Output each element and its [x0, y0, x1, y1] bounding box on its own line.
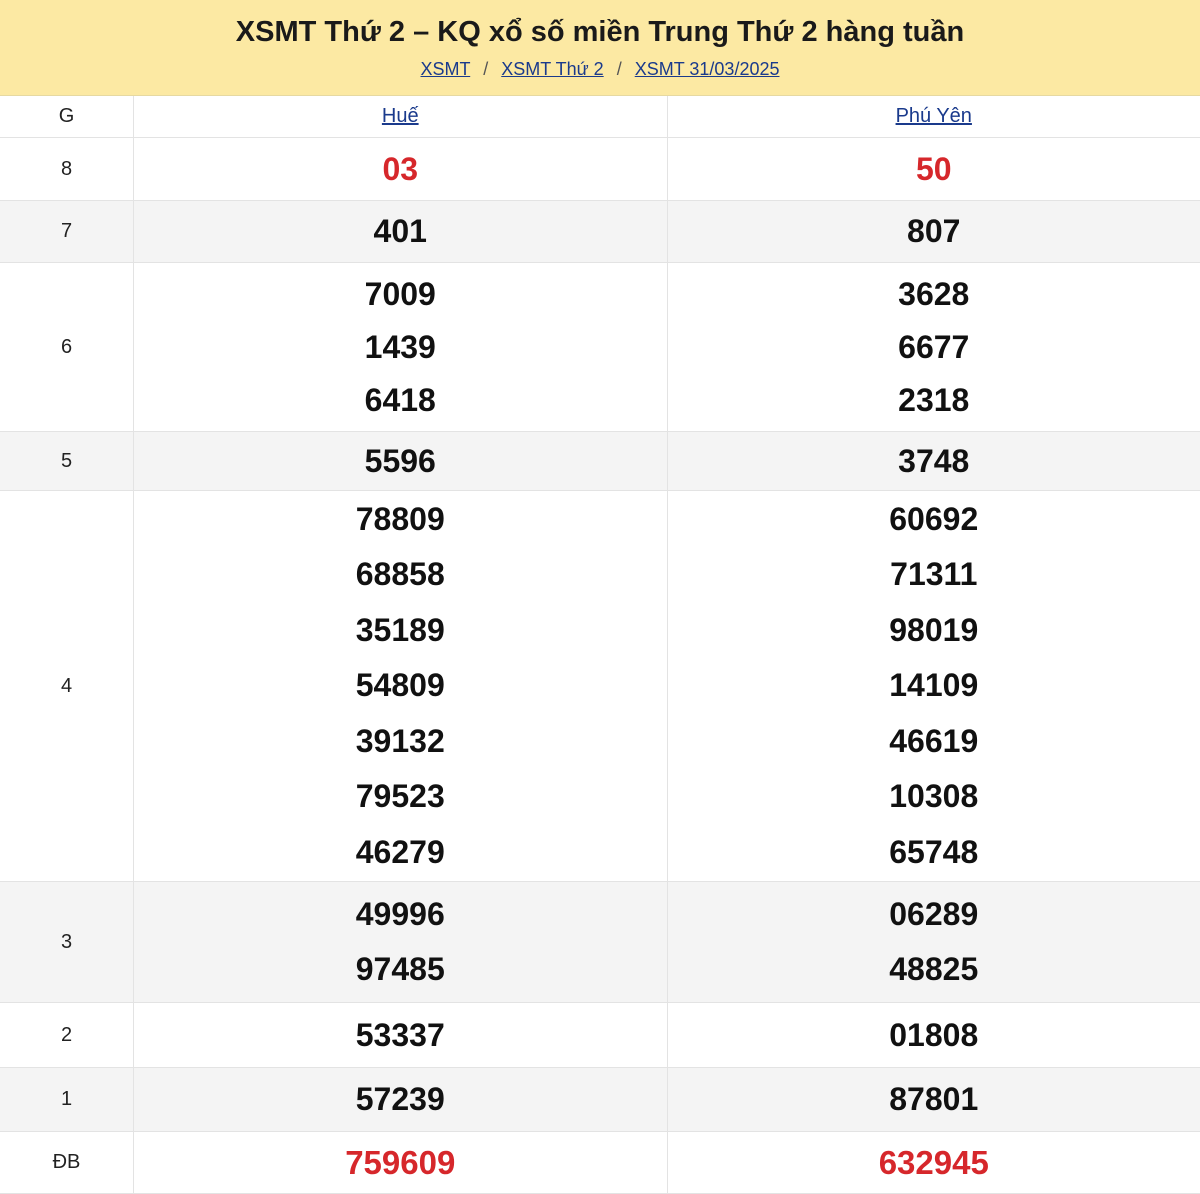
- result-number: 632945: [879, 1136, 989, 1189]
- result-cell-phu-yen: [668, 882, 1200, 1002]
- province-header-phu-yen: [668, 96, 1200, 137]
- result-number: 1439: [365, 321, 436, 374]
- result-cell-hue: [134, 432, 668, 490]
- result-cell-hue: [134, 138, 668, 200]
- prize-label: 7: [0, 201, 134, 262]
- breadcrumb-separator: /: [617, 59, 622, 79]
- province-link-hue[interactable]: Huế: [382, 105, 419, 128]
- prize-label: 6: [0, 263, 134, 431]
- result-number: 6677: [898, 321, 969, 374]
- prize-row: [0, 1132, 1200, 1194]
- result-number: 01808: [889, 1009, 978, 1062]
- province-header-hue: [134, 96, 668, 137]
- prize-row: [0, 491, 1200, 882]
- result-number: 48825: [889, 942, 978, 998]
- result-number: 53337: [356, 1009, 445, 1062]
- result-number: 7009: [365, 268, 436, 321]
- result-number: 57239: [356, 1073, 445, 1126]
- result-number: 5596: [365, 435, 436, 488]
- result-number: 68858: [356, 547, 445, 603]
- breadcrumb-xsmt[interactable]: XSMT: [421, 59, 471, 79]
- result-number: 35189: [356, 603, 445, 659]
- result-number: 6418: [365, 374, 436, 427]
- prize-row: [0, 1003, 1200, 1068]
- breadcrumb: [0, 58, 1200, 80]
- prize-label: 3: [0, 882, 134, 1002]
- result-number: 03: [382, 143, 418, 196]
- result-number: 3628: [898, 268, 969, 321]
- prize-label: ĐB: [0, 1132, 134, 1193]
- result-number: 78809: [356, 492, 445, 548]
- result-number: 06289: [889, 887, 978, 943]
- result-cell-phu-yen: [668, 138, 1200, 200]
- result-number: 3748: [898, 435, 969, 488]
- prize-label: 5: [0, 432, 134, 490]
- breadcrumb-xsmt-date[interactable]: XSMT 31/03/2025: [635, 59, 780, 79]
- result-number: 2318: [898, 374, 969, 427]
- prize-label: 4: [0, 491, 134, 881]
- result-number: 54809: [356, 658, 445, 714]
- prize-label: 1: [0, 1068, 134, 1131]
- result-cell-phu-yen: [668, 1132, 1200, 1193]
- result-number: 10308: [889, 769, 978, 825]
- result-number: 39132: [356, 714, 445, 770]
- result-number: 759609: [345, 1136, 455, 1189]
- result-number: 65748: [889, 825, 978, 881]
- result-number: 14109: [889, 658, 978, 714]
- breadcrumb-xsmt-thu-2[interactable]: XSMT Thứ 2: [501, 59, 603, 79]
- prize-row: [0, 1068, 1200, 1132]
- result-cell-phu-yen: [668, 1068, 1200, 1131]
- result-number: 87801: [889, 1073, 978, 1126]
- prize-column-header: G: [0, 96, 134, 137]
- result-number: 71311: [890, 547, 977, 603]
- result-number: 79523: [356, 769, 445, 825]
- result-number: 98019: [889, 603, 978, 659]
- result-number: 49996: [356, 887, 445, 943]
- result-cell-phu-yen: [668, 491, 1200, 881]
- result-cell-phu-yen: [668, 263, 1200, 431]
- result-number: 46619: [889, 714, 978, 770]
- prize-label: 2: [0, 1003, 134, 1067]
- result-number: 60692: [889, 492, 978, 548]
- result-number: 401: [374, 205, 427, 258]
- page-header: [0, 0, 1200, 96]
- result-cell-hue: [134, 1132, 668, 1193]
- prize-row: [0, 201, 1200, 263]
- result-cell-hue: [134, 263, 668, 431]
- breadcrumb-separator: /: [483, 59, 488, 79]
- result-number: 97485: [356, 942, 445, 998]
- result-cell-hue: [134, 882, 668, 1002]
- result-number: 807: [907, 205, 960, 258]
- table-header-row: [0, 96, 1200, 138]
- result-cell-phu-yen: [668, 432, 1200, 490]
- result-cell-hue: [134, 1003, 668, 1067]
- result-cell-phu-yen: [668, 1003, 1200, 1067]
- prize-row: [0, 138, 1200, 201]
- result-cell-hue: [134, 201, 668, 262]
- prize-label: 8: [0, 138, 134, 200]
- result-number: 50: [916, 143, 952, 196]
- result-cell-hue: [134, 1068, 668, 1131]
- results-table: [0, 96, 1200, 1194]
- result-cell-phu-yen: [668, 201, 1200, 262]
- province-link-phu-yen[interactable]: Phú Yên: [896, 105, 972, 128]
- prize-row: [0, 432, 1200, 491]
- prize-row: [0, 882, 1200, 1003]
- page-title: XSMT Thứ 2 – KQ xổ số miền Trung Thứ 2 hàng tuần: [0, 0, 1200, 50]
- result-number: 46279: [356, 825, 445, 881]
- prize-row: [0, 263, 1200, 432]
- result-cell-hue: [134, 491, 668, 881]
